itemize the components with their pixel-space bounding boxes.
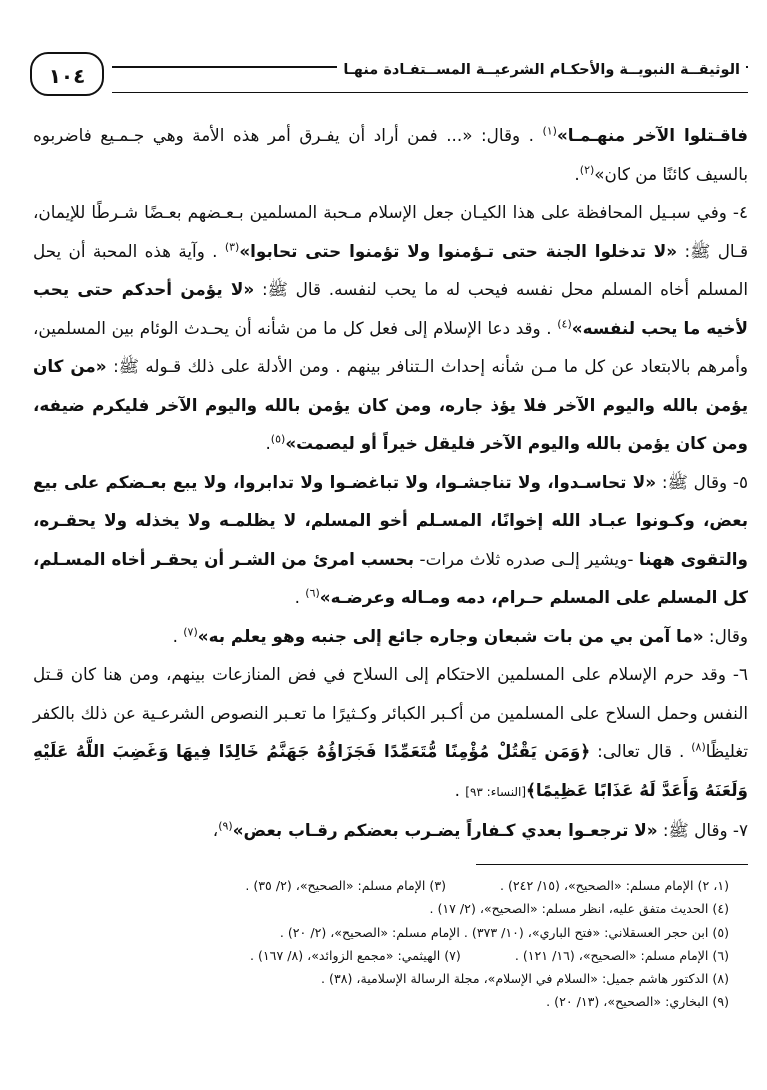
body-text: . — [294, 587, 306, 607]
body-text: -ويشير إلـى صدره ثلاث مرات- — [414, 548, 639, 569]
hadith-quote: «لا تدخلوا الجنة حتى تـؤمنوا ولا تؤمنوا حتى تحابوا» — [239, 240, 678, 261]
footnote: (٣) الإمام مسلم: «الصحيح»، (٢/ ٣٥) . — [245, 878, 446, 893]
hadith-quote: «لا يؤمن أحدكم حتى يحب لأخيه ما يحب لنفسه» — [33, 279, 748, 338]
footnote-line — [29, 874, 729, 897]
body-text: . — [172, 625, 184, 646]
running-title: الوثيقــة النبويــة والأحكـام الشرعيــة المســتفـادة منهـا — [337, 59, 746, 81]
main-text — [33, 116, 748, 850]
footnote-line — [29, 990, 729, 1013]
body-text: ٧- وقال ﷺ: — [657, 820, 748, 840]
hadith-quote: «لا تحاسـدوا، ولا تناجشـوا، ولا تباغضـوا ولا تدابروا، ولا يبع بعـضكم على بيع بعض، وكـونوا عبـاد الله إخوانًا، المسـلم أخو المسلم، لا يظلمـه ولا يخذله ولا يحقـره، والتقوى ههنا — [33, 471, 748, 569]
footnote: (٩) البخاري: «الصحيح»، (١٣/ ٢٠) . — [546, 994, 729, 1010]
paragraph — [33, 193, 748, 463]
body-text: . قال تعالى: — [590, 741, 692, 761]
body-text: . — [574, 163, 580, 184]
footnote-ref: (١) — [542, 124, 557, 138]
footnote-ref: (٦) — [305, 586, 320, 600]
footnote-line — [29, 967, 729, 990]
paragraph — [33, 463, 748, 617]
footnote: (٧) الهيثمي: «مجمع الزوائد»، (٨/ ١٦٧) . — [250, 947, 461, 963]
body-text: ، — [212, 820, 219, 840]
footnotes — [29, 874, 729, 1014]
footnote: (١، ٢) الإمام مسلم: «الصحيح»، (١٥/ ٢٤٢) . — [500, 878, 729, 893]
footnote: (٥) ابن حجر العسقلاني: «فتح الباري»، (١٠/ ٣٧٣) . الإمام مسلم: «الصحيح»، (٢/ ٢٠) . — [279, 924, 729, 940]
hadith-quote: «من كان يؤمن بالله واليوم الآخر فلا يؤذ جاره، ومن كان يؤمن بالله واليوم الآخر فليكرم ضيفه، ومن كان يؤمن بالله واليوم الآخر فليقل خيراً أو ليصمت» — [33, 356, 748, 453]
footnote-ref: (٢) — [579, 162, 595, 176]
page-header — [22, 44, 748, 104]
body-text: . وقال: «... فمن أراد أن يفـرق أمر هذه الأمة وهي جـمـيع فاضربوه بالسيف كائنًا من كان» — [33, 125, 748, 184]
paragraph — [33, 617, 748, 656]
hadith-quote: بحسب امرئ من الشـر أن يحقـر أخاه المسـلم، كل المسلم على المسلم حـرام، دمه ومـاله وعرضـه» — [33, 548, 748, 607]
body-text: . وقد دعا الإسلام إلى فعل كل ما من شأنه أن يحـدث الوئام بين المسلمين، وأمرهم بالابتعاد عن كل ما مـن شأنه إحداث الـتنافر بينهم . ومن الأدلة على ذلك قـوله ﷺ: — [33, 317, 748, 376]
footnote-line — [29, 897, 729, 920]
footnote-ref: (٧) — [183, 624, 198, 638]
footnote-ref: (٨) — [691, 740, 706, 754]
paragraph — [33, 811, 748, 850]
body-text: وقال: — [703, 625, 748, 646]
footnote-ref: (٩) — [218, 819, 233, 833]
footnote-ref: (٣) — [224, 239, 240, 253]
footnote-ref: (٥) — [270, 432, 286, 446]
body-text: ٥- وقال ﷺ: — [656, 471, 748, 492]
verse-reference: [النساء: ٩٣] — [465, 784, 527, 799]
footnote: (٦) الإمام مسلم: «الصحيح»، (١٦/ ١٢١) . — [514, 947, 729, 963]
hadith-quote: «ما آمن بي من بات شبعان وجاره جائع إلى جنبه وهو يعلم به» — [197, 625, 704, 646]
footnote-line — [29, 921, 729, 944]
body-text: ٦- وقد حرم الإسلام على المسلمين الاحتكام إلى السلاح في فض المنازعات بينهم، ومن هنا كان قـتل النفس وحمل السلاح على المسلمين من أكـبر الكبائر وكـثيرًا ما تعـبر النصوص الشرعـية عن ذلك بالكفر تغليظًا — [33, 664, 749, 761]
footnote-line — [29, 944, 729, 967]
paragraph — [33, 116, 748, 193]
quran-verse: ﴿وَمَن يَقْتُلْ مُؤْمِنًا مُّتَعَمِّدًا فَجَزَاؤُهُ جَهَنَّمُ خَالِدًا فِيهَا وَغَضِبَ اللَّهُ عَلَيْهِ وَلَعَنَهُ وَأَعَدَّ لَهُ عَذَابًا عَظِيمًا﴾ — [33, 741, 748, 800]
body-text: ٤- وفي سبـيل المحافظة على هذا الكيـان جعل الإسلام مـحبة المسلمين بـعـضهم بعـضًا شـرطًا للإيمان، قـال ﷺ: — [33, 202, 748, 261]
body-text: . وآية هذه المحبة أن يحل المسلم أخاه المسلم محل نفسه فيحب له ما يحب لنفسه. قال ﷺ: — [33, 240, 749, 299]
footnote: (٤) الحديث متفق عليه، انظر مسلم: «الصحيح»، (٢/ ١٧) . — [429, 901, 729, 917]
paragraph — [33, 655, 748, 811]
hadith-quote: «لا ترجعـوا بعدي كـفاراً يضـرب بعضكم رقـاب بعض» — [232, 820, 658, 840]
page-number: ١٠٤ — [30, 52, 104, 96]
body-text: . — [454, 779, 466, 800]
footnote-separator — [476, 864, 748, 865]
footnote-ref: (٤) — [557, 316, 572, 330]
body-text: . — [265, 433, 271, 453]
hadith-quote: فاقـتلوا الآخر منهـمـا» — [556, 125, 748, 145]
header-rule — [112, 92, 748, 93]
footnote: (٨) الدكتور هاشم جميل: «السلام في الإسلام»، مجلة الرسالة الإسلامية، (٣٨) . — [321, 971, 729, 987]
